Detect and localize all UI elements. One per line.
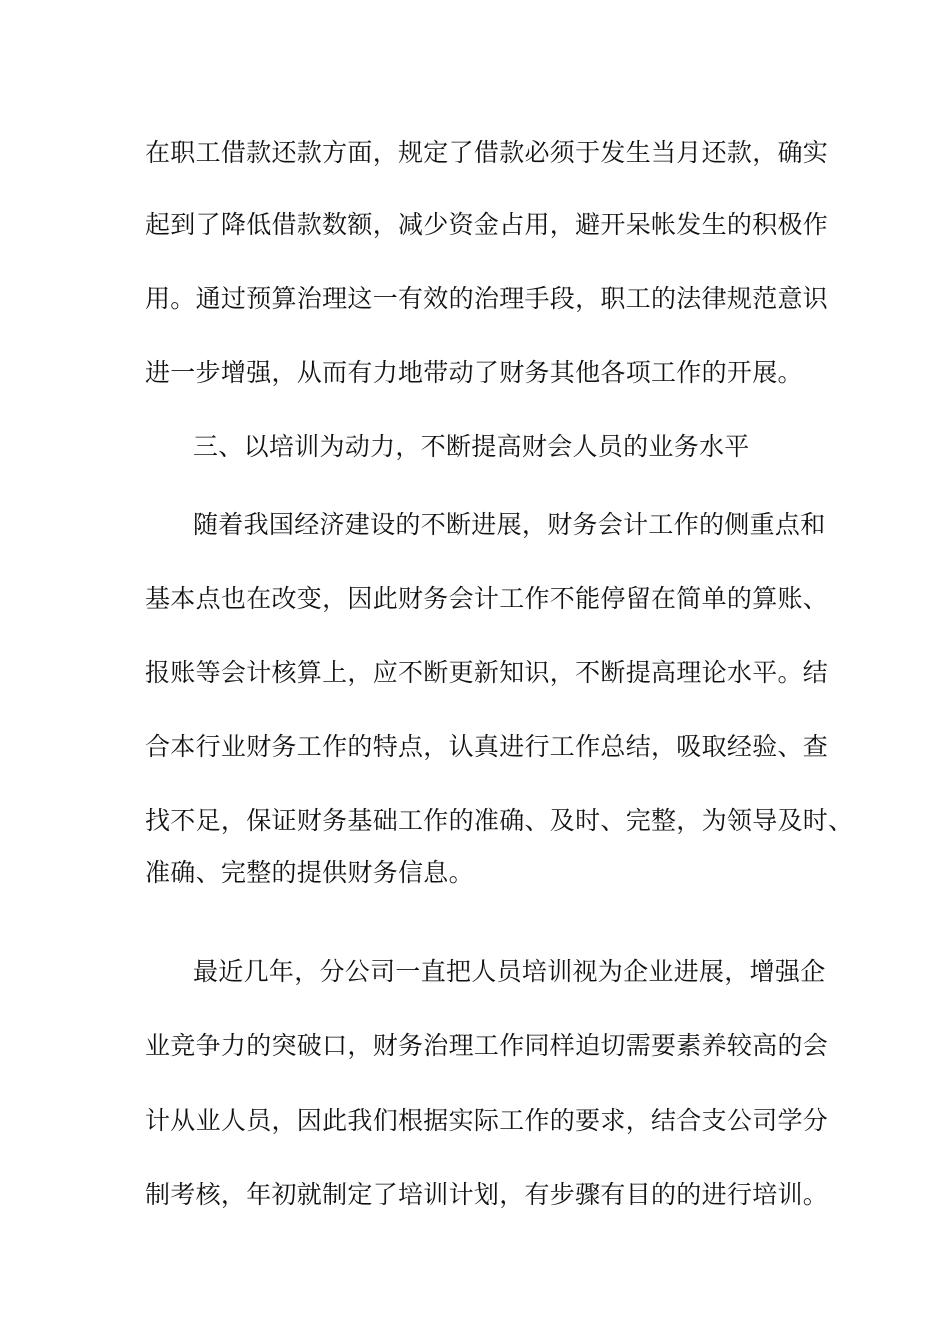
text-line: 在职工借款还款方面，规定了借款必须于发生当月还款，确实 [145,138,829,167]
text-line: 制考核，年初就制定了培训计划，有步骤有目的的进行培训。 [145,1180,829,1209]
text-line: 随着我国经济建设的不断进展，财务会计工作的侧重点和 [193,510,826,539]
text-line: 准确、完整的提供财务信息。 [145,858,474,887]
section-heading: 三、以培训为动力，不断提高财会人员的业务水平 [193,432,750,461]
text-line: 找不足，保证财务基础工作的准确、及时、完整，为领导及时、 [145,806,854,835]
text-line: 业竞争力的突破口，财务治理工作同样迫切需要素养较高的会 [145,1031,829,1060]
text-line: 计从业人员，因此我们根据实际工作的要求，结合支公司学分 [145,1106,829,1135]
text-line: 起到了降低借款数额，减少资金占用，避开呆帐发生的积极作 [145,210,829,239]
text-line: 基本点也在改变，因此财务会计工作不能停留在简单的算账、 [145,584,829,613]
text-line: 进一步增强，从而有力地带动了财务其他各项工作的开展。 [145,358,803,387]
text-line: 合本行业财务工作的特点，认真进行工作总结，吸取经验、查 [145,732,829,761]
text-line: 报账等会计核算上，应不断更新知识，不断提高理论水平。结 [145,658,829,687]
text-line: 用。通过预算治理这一有效的治理手段，职工的法律规范意识 [145,284,829,313]
text-line: 最近几年，分公司一直把人员培训视为企业进展，增强企 [193,957,826,986]
